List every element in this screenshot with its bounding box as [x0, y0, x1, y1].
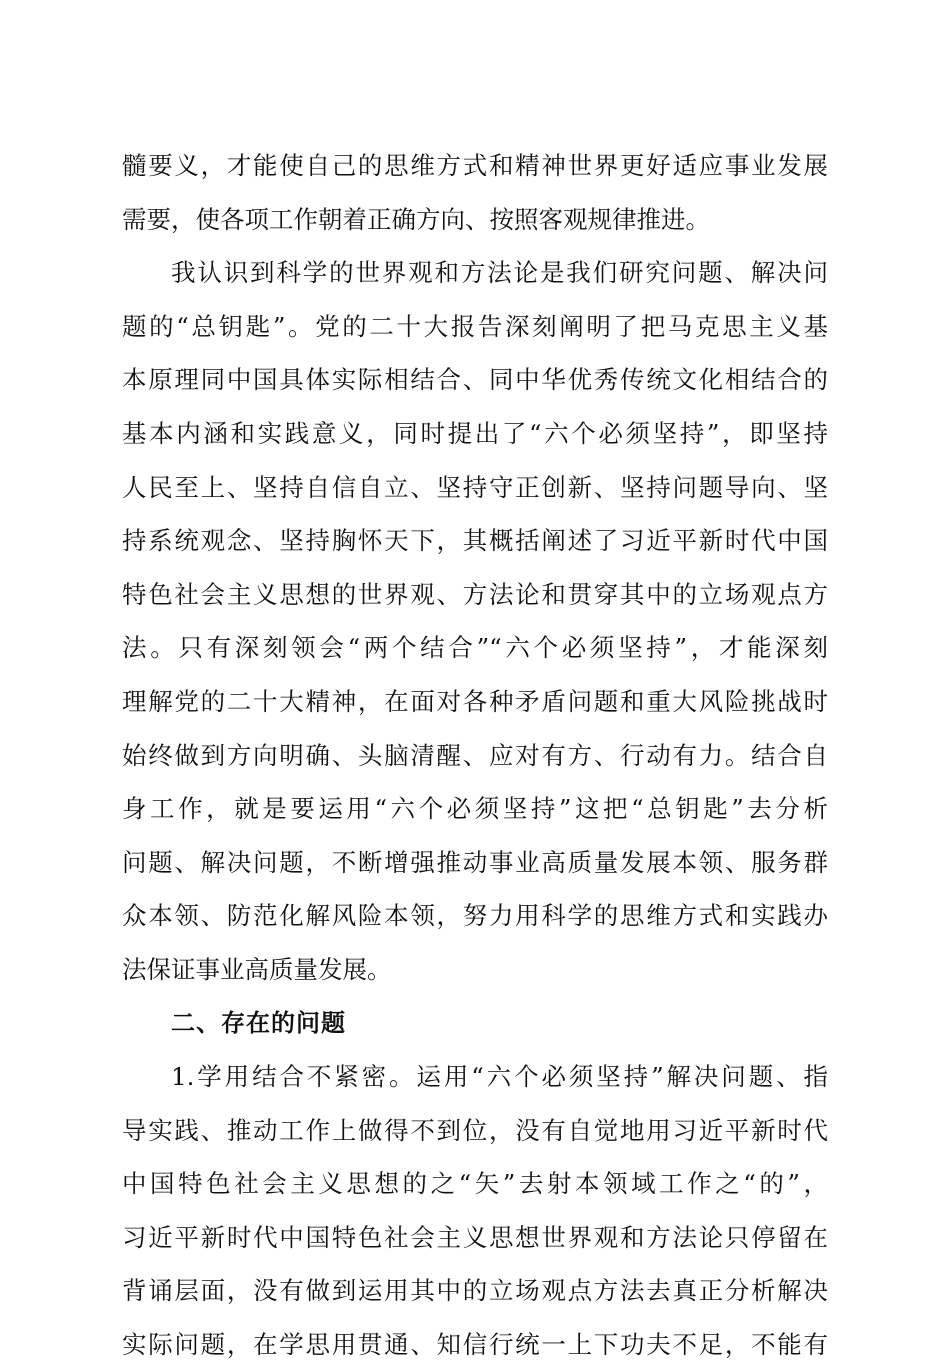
text-line: 始终做到方向明确、头脑清醒、应对有方、行动有力。结合自 — [122, 740, 828, 770]
text-line: 习近平新时代中国特色社会主义思想世界观和方法论只停留在 — [122, 1222, 828, 1252]
text-line: 法保证事业高质量发展。 — [122, 954, 392, 984]
paragraph-problem-1 — [122, 1050, 828, 1372]
paragraph-continued — [122, 139, 828, 246]
text-line: 特色社会主义思想的世界观、方法论和贯穿其中的立场观点方 — [122, 579, 828, 609]
text-line: 人民至上、坚持自信自立、坚持守正创新、坚持问题导向、坚 — [122, 472, 828, 502]
text-line: 法。只有深刻领会“两个结合”“六个必须坚持”，才能深刻 — [122, 633, 828, 663]
text-line: 身工作，就是要运用“六个必须坚持”这把“总钥匙”去分析 — [122, 794, 828, 824]
text-line: 题的“总钥匙”。党的二十大报告深刻阐明了把马克思主义基 — [122, 311, 828, 341]
text-line: 1.学用结合不紧密。运用“六个必须坚持”解决问题、指 — [171, 1062, 828, 1092]
text-line: 髓要义，才能使自己的思维方式和精神世界更好适应事业发展 — [122, 151, 828, 180]
text-line: 实际问题，在学思用贯通、知信行统一上下功夫不足，不能有 — [122, 1330, 828, 1360]
document-body — [122, 139, 828, 1372]
text-line: 众本领、防范化解风险本领，努力用科学的思维方式和实践办 — [122, 901, 828, 931]
text-line: 本原理同中国具体实际相结合、同中华优秀传统文化相结合的 — [122, 365, 828, 395]
text-line: 持系统观念、坚持胸怀天下，其概括阐述了习近平新时代中国 — [122, 526, 828, 556]
paragraph-key — [122, 246, 828, 996]
text-line: 问题、解决问题，不断增强推动事业高质量发展本领、服务群 — [122, 847, 828, 877]
text-line: 背诵层面，没有做到运用其中的立场观点方法去真正分析解决 — [122, 1276, 828, 1306]
text-line: 理解党的二十大精神，在面对各种矛盾问题和重大风险挑战时 — [122, 686, 828, 716]
text-line: 导实践、推动工作上做得不到位，没有自觉地用习近平新时代 — [122, 1115, 828, 1145]
text-line: 我认识到科学的世界观和方法论是我们研究问题、解决问 — [171, 258, 828, 288]
text-line: 需要，使各项工作朝着正确方向、按照客观规律推进。 — [122, 204, 710, 234]
section-heading: 二、存在的问题 — [171, 1008, 346, 1037]
text-line: 基本内涵和实践意义，同时提出了“六个必须坚持”，即坚持 — [122, 418, 828, 448]
text-line: 中国特色社会主义思想的之“矢”去射本领域工作之“的”， — [122, 1169, 828, 1199]
